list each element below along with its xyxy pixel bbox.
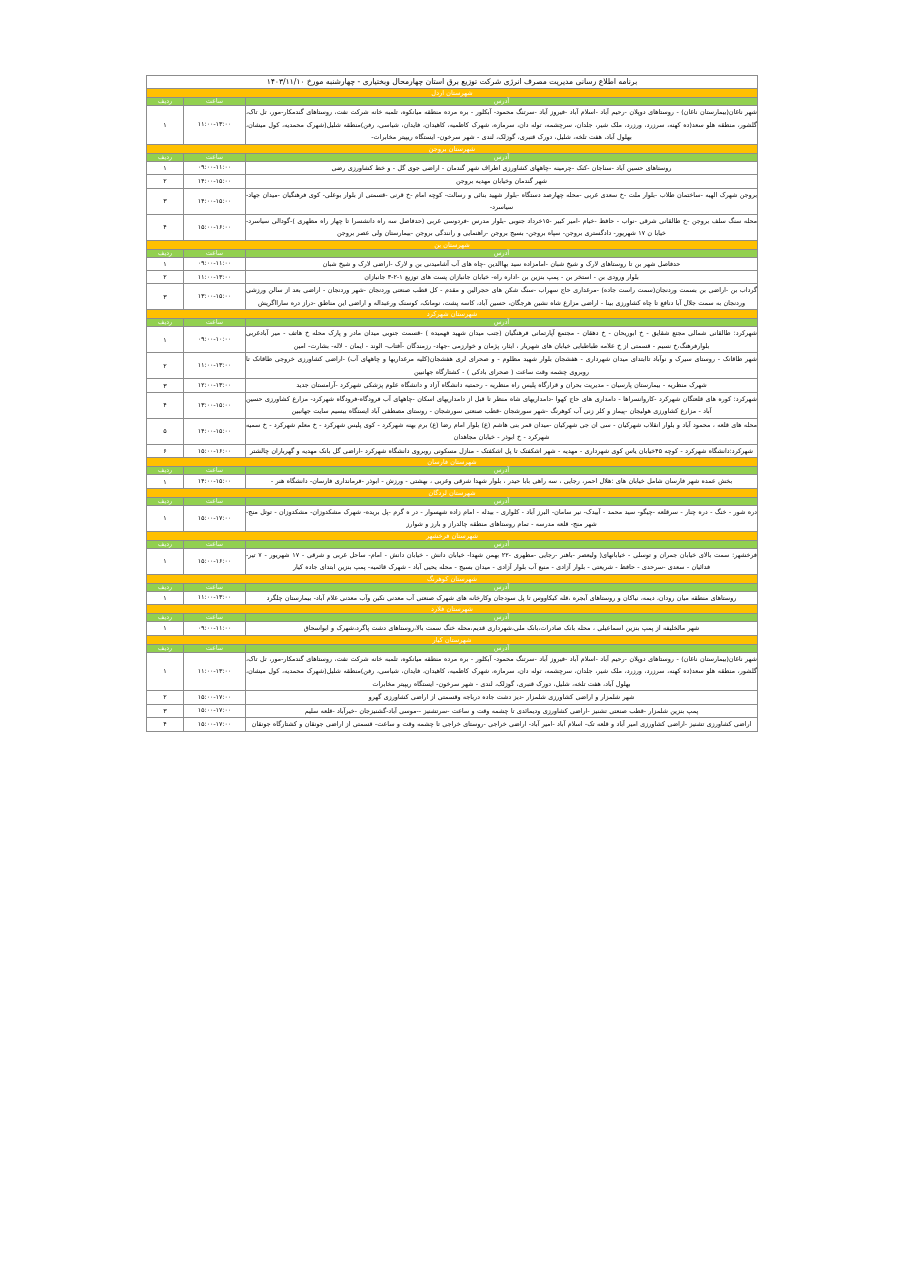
outage-time-cell: ۰۹:۰۰-۱۱:۰۰ <box>184 257 246 270</box>
column-header-time: ساعت <box>184 249 246 257</box>
outage-row-number-cell: ۳ <box>146 379 183 392</box>
outage-time-cell: ۱۵:۰۰-۱۷:۰۰ <box>184 505 246 531</box>
table-row <box>146 652 757 690</box>
outage-time-cell: ۱۴:۰۰-۱۵:۰۰ <box>184 175 246 188</box>
table-row <box>146 379 757 392</box>
outage-address-cell: بخش عمده شهر فارسان شامل خیابان های :هلال احمر، رجایی ، سه راهی بابا حیدر ، بلوار شهدا شرقی وغربی ، بهشتی - ورزش - ابوذر -فرمانداری فارسان- دانشگاه هنر - <box>246 475 758 488</box>
outage-address-cell: پمپ بنزین شلمزار -قطب صنعتی تشنیز -اراضی کشاورزی ودیمائدی تا چشمه وقت و ساعت -سرتشنیز --موسی آباد-گشنیزجان -خیرآباد -قلعه سلیم <box>246 704 758 717</box>
outage-address-cell: شهر مالخلیفه از پمپ بنزین اسماعیلی ، محله بانک صادرات،بانک ملی،شهرداری قدیم،محله خنگ سمت بالا،روستاهای دشت پاگرد،شهرک و ابواسحاق <box>246 622 758 635</box>
outage-time-cell: ۱۲:۰۰-۱۳:۰۰ <box>184 379 246 392</box>
city-name: شهرستان کیار <box>146 635 757 644</box>
outage-time-cell: ۰۹:۰۰-۱۱:۰۰ <box>184 622 246 635</box>
column-header-time: ساعت <box>184 540 246 548</box>
outage-time-cell: ۱۵:۰۰-۱۶:۰۰ <box>184 548 246 574</box>
column-header-row <box>146 644 757 652</box>
outage-address-cell: شهر گندمان وخیابان مهدیه بروجن <box>246 175 758 188</box>
column-header-address: آدرس <box>246 583 758 591</box>
outage-row-number-cell: ۱ <box>146 591 183 604</box>
city-name: شهرستان کوهرنگ <box>146 574 757 583</box>
outage-address-cell: شهر شلمزار و اراضی کشاورزی شلمزار -دیز دشت جاده درباجه وقسمتی از اراضی کشاورزی گهرو <box>246 691 758 704</box>
city-name: شهرستان بن <box>146 240 757 249</box>
document-title-row <box>146 76 757 89</box>
column-header-row <box>146 98 757 106</box>
column-header-time: ساعت <box>184 153 246 161</box>
city-section-header <box>146 488 757 497</box>
page-title: برنامه اطلاع رسانی مدیریت مصرف انرژی شرکت توزیع برق استان چهارمحال وبختیاری - چهارشنبه مورخ ۱۴۰۳/۱۱/۱۰ <box>146 76 757 89</box>
table-row <box>146 622 757 635</box>
column-header-address: آدرس <box>246 153 758 161</box>
city-name: شهرستان فلارد <box>146 605 757 614</box>
outage-row-number-cell: ۳ <box>146 188 183 214</box>
outage-time-cell: ۱۵:۰۰-۱۷:۰۰ <box>184 718 246 731</box>
outage-schedule-table <box>146 75 758 732</box>
outage-row-number-cell: ۱ <box>146 548 183 574</box>
outage-row-number-cell: ۶ <box>146 444 183 457</box>
outage-time-cell: ۱۵:۰۰-۱۷:۰۰ <box>184 704 246 717</box>
column-header-row-number: ردیف <box>146 614 183 622</box>
outage-address-cell: روستاهای منطقه میان رودان، دیمه، نیاکان و روستاهای آبجره ،قله کیکاووس تا پل سودجان وکارخانه های شهرک صنعتی آب معدنی نکین وآب معدنی غلام آباد- بیمارستان چلگرد <box>246 591 758 604</box>
column-header-time: ساعت <box>184 497 246 505</box>
outage-time-cell: ۱۱:۰۰-۱۳:۰۰ <box>184 353 246 379</box>
city-name: شهرستان بروجن <box>146 144 757 153</box>
outage-row-number-cell: ۲ <box>146 353 183 379</box>
outage-address-cell: شهرکرد:دانشگاه شهرکرد - کوچه ۴۵خیابان یاس کوی شهرداری - مهدیه - شهر اشکفتک تا پل اشکفتک - منازل مسکونی روبروی دانشگاه شهرکرد -اراضی گل بانک مهدیه و گهرباران چالشتر <box>246 444 758 457</box>
column-header-address: آدرس <box>246 319 758 327</box>
city-section-header <box>146 458 757 467</box>
outage-time-cell: ۰۹:۰۰-۱۰:۰۰ <box>184 327 246 353</box>
column-header-time: ساعت <box>184 98 246 106</box>
table-row <box>146 591 757 604</box>
outage-address-cell: شهر ناغان(بیمارستان ناغان) - روستاهای دوپلان -رحیم آباد -اسلام آباد -فیروز آباد -سرتنگ محمود- آبکلور - بره مرده منطقه میانکوه، تلمبه خانه شرکت نفت، روستاهای گندمکار-مور، تل تاک، گلشور، منطقه هلو سعد(ده کهنه، سرزرد، ورزرد، ملک شیر، جلدان، سرچشمه، توله دان، سرمازه، شهرک کاظمیه، کاهیدان، فایدان، شیاسی، رفن)منطقه شلیل(شهرک محمدیه، کول میشان، بهلول آباد، هفت تلخه، شلیل، دورک قنبری، گوزلک، لندی - شهر سرخون- ایستگاه ریپیتر مخابرات <box>246 652 758 690</box>
outage-address-cell: شهر طاقانک - روستای سیرک و نوآباد تاابتدای میدان شهرداری - هفشجان بلوار شهید مظلوم - و صحرای لری هفشجان(کلیه مرغداریها و چاههای آب) -اراضی کشاورزی خروجی طاقانک تا روبروی چشمه وقت ساعت ( صحرای بادکی ) - کشتارگاه جهانبین <box>246 353 758 379</box>
outage-time-cell: ۱۴:۰۰-۱۵:۰۰ <box>184 418 246 444</box>
outage-row-number-cell: ۱ <box>146 505 183 531</box>
table-row <box>146 257 757 270</box>
city-section-header <box>146 144 757 153</box>
outage-address-cell: محله سنگ سلف بروجن -خ طالقانی شرقی -نواب - حافظ -خیام -امیر کبیر -۱۵خرداد جنوبی -بلوار مدرس -فردوسی غربی (حدفاصل سه راه دانشسرا تا چهار راه مطهری )-گودالی سیاسرد- خیابا ن ۱۷ شهریور- دادگستری بروجن- سپاه بروجن- بسیج بروجن -راهنمایی و رانندگی بروجن -بیمارستان ولی عصر بروجن <box>246 214 758 240</box>
column-header-row <box>146 153 757 161</box>
column-header-row-number: ردیف <box>146 319 183 327</box>
column-header-row <box>146 583 757 591</box>
city-section-header <box>146 240 757 249</box>
outage-address-cell: شهرکرد: کوره های قلعتگان شهرکرد -کاروانسراها - دامداری های حاج کهوا -دامداریهای شاه منظر تا قبل از دامداریهای اسکان -چاههای آب فرودگاه-فرودگاه شهرکرد- مزارع کشاورزی حسین آباد - مزارع کشاورزی هولیجان -پیماز و کلر زنی آب کوهرنگ -شهر سورشجان -قطب صنعتی سورشجان - روستای مصطفی آباد ایستگاه بیسیم سایت جهانبین <box>246 392 758 418</box>
column-header-address: آدرس <box>246 540 758 548</box>
table-row <box>146 214 757 240</box>
outage-row-number-cell: ۱ <box>146 652 183 690</box>
column-header-row-number: ردیف <box>146 540 183 548</box>
outage-time-cell: ۱۵:۰۰-۱۶:۰۰ <box>184 444 246 457</box>
column-header-row <box>146 497 757 505</box>
outage-row-number-cell: ۲ <box>146 270 183 283</box>
table-row <box>146 161 757 174</box>
city-name: شهرستان اردل <box>146 89 757 98</box>
city-section-header <box>146 635 757 644</box>
column-header-row <box>146 319 757 327</box>
outage-time-cell: ۱۱:۰۰-۱۳:۰۰ <box>184 270 246 283</box>
table-row <box>146 188 757 214</box>
table-row <box>146 704 757 717</box>
outage-address-cell: محله های قلعه ، محمود آباد و بلوار انقلاب شهرکیان - سی ان جی شهرکیان -میدان قمر بنی هاشم (ع) بلوار امام رضا (ع) برم بهنه شهرکرد - کوی پلیس شهرکرد - خ معلم شهرکرد - خ سمیه شهرکرد - خ ابوذر - خیابان مجاهدان <box>246 418 758 444</box>
table-row <box>146 505 757 531</box>
table-row <box>146 284 757 310</box>
outage-address-cell: اراضی کشاورزی تشنیز -اراضی کشاورزی امیر آباد و قلعه تک- اسلام آباد -امیر آباد- اراضی خراجی -روستای خراجی تا چشمه وقت و ساعت- قسمتی از اراضی جونقان و کشتارگاه جونقان <box>246 718 758 731</box>
city-section-header <box>146 605 757 614</box>
outage-time-cell: ۱۱:۰۰-۱۳:۰۰ <box>184 591 246 604</box>
outage-row-number-cell: ۱ <box>146 106 183 144</box>
column-header-row-number: ردیف <box>146 249 183 257</box>
table-row <box>146 175 757 188</box>
outage-time-cell: ۱۴:۰۰-۱۵:۰۰ <box>184 188 246 214</box>
table-row <box>146 475 757 488</box>
column-header-time: ساعت <box>184 583 246 591</box>
column-header-row-number: ردیف <box>146 497 183 505</box>
table-row <box>146 327 757 353</box>
table-row <box>146 106 757 144</box>
outage-address-cell: فرخشهر: سمت بالای خیابان جمران و توسلی - خیابانهای( ولیعصر -باهنر -رجایی -مطهری -۲۲ بهمن شهدا- خیابان دانش - خیابان دانش - امام- ساحل غربی و شرقی - ۱۷ شهریور - ۷ تیر- فدائیان - سعدی -سرحدی - حافظ - شریعتی - بلوار آزادی - منبع آب بلوار آزادی - میدان بسیج - محله یحیی آباد - شهرک قائمیه- پمپ بنزین ابتدای جاده کیار <box>246 548 758 574</box>
column-header-row <box>146 614 757 622</box>
column-header-row <box>146 249 757 257</box>
outage-time-cell: ۱۱:۰۰-۱۳:۰۰ <box>184 106 246 144</box>
outage-address-cell: شهرکرد: طالقانی شمالی مجتع شقایق - خ ابوریحان - خ دهقان - مجتمع آپارتمانی فرهنگیان (جنب میدان شهید فهمیده ) -قسمت جنوبی میدان مادر و پارک محله خ هاتف - میر آبادغربی بلوارفرهنگ،خ نسیم - قسمتی از خ علامه طباطبایی خیابان های شهریار ، ایثار، پژمان و خوارزمی -جهاد- رزمندگان -آفتاب- الوند - ایمان - لاله- بشارت- امین <box>246 327 758 353</box>
column-header-address: آدرس <box>246 497 758 505</box>
outage-row-number-cell: ۱ <box>146 161 183 174</box>
column-header-address: آدرس <box>246 467 758 475</box>
outage-address-cell: بلوار ورودی بن - استخر بن - پمپ بنزین بن -اداره راه- خیابان جانبازان پست های توزیع ۱-۲-۳ جانبازان <box>246 270 758 283</box>
outage-address-cell: شهر ناغان(بیمارستان ناغان) - روستاهای دوپلان -رحیم آباد -اسلام آباد -فیروز آباد -سرتنگ محمود- آبکلور - بره مرده منطقه میانکوه، تلمبه خانه شرکت نفت، روستاهای گندمکار-مور، تل تاک، گلشور، منطقه هلو سعد(ده کهنه، سرزرد، ورزرد، ملک شیر، جلدان، سرچشمه، توله دان، سرمازه، شهرک کاظمیه، کاهیدان، فایدان، شیاسی، رفن)منطقه شلیل(شهرک محمدیه، کول میشان، بهلول آباد، هفت تلخه، شلیل، دورک قنبری، گوزلک، لندی - شهر سرخون- ایستگاه ریپیتر مخابرات- <box>246 106 758 144</box>
outage-row-number-cell: ۳ <box>146 284 183 310</box>
outage-row-number-cell: ۳ <box>146 704 183 717</box>
column-header-time: ساعت <box>184 319 246 327</box>
table-row <box>146 548 757 574</box>
column-header-address: آدرس <box>246 644 758 652</box>
outage-address-cell: گرداب بن -اراضی بن بسمت وردنجان(سمت راست جاده) -مرغداری حاج سهراب -سنگ شکن های حجرالین و مقدم - کل قطب صنعتی وردنجان -شهر وردنجان - اراضی بعد از سالن ورزشی وردنجان به سمت جلال آبا دنافع تا چاه کشاورزی بینا - اراضی مزارع شاه نشین هرجگان، حسین آباد، کاسه پشت، نومانک، کوسنک ورعبداله و اراضی این مناطق -دراز دره سارااگریش <box>246 284 758 310</box>
outage-row-number-cell: ۱ <box>146 475 183 488</box>
column-header-address: آدرس <box>246 249 758 257</box>
outage-schedule-sheet <box>147 75 758 732</box>
outage-row-number-cell: ۵ <box>146 418 183 444</box>
outage-time-cell: ۰۹:۰۰-۱۱:۰۰ <box>184 161 246 174</box>
column-header-row-number: ردیف <box>146 467 183 475</box>
city-section-header <box>146 531 757 540</box>
outage-row-number-cell: ۲ <box>146 175 183 188</box>
outage-time-cell: ۱۵:۰۰-۱۶:۰۰ <box>184 214 246 240</box>
outage-time-cell: ۱۵:۰۰-۱۷:۰۰ <box>184 691 246 704</box>
outage-time-cell: ۱۳:۰۰-۱۵:۰۰ <box>184 392 246 418</box>
table-row <box>146 718 757 731</box>
city-section-header <box>146 89 757 98</box>
outage-row-number-cell: ۱ <box>146 257 183 270</box>
column-header-row-number: ردیف <box>146 98 183 106</box>
city-name: شهرستان فرخشهر <box>146 531 757 540</box>
outage-row-number-cell: ۱ <box>146 327 183 353</box>
outage-time-cell: ۱۱:۰۰-۱۳:۰۰ <box>184 652 246 690</box>
table-row <box>146 392 757 418</box>
column-header-row-number: ردیف <box>146 583 183 591</box>
city-name: شهرستان شهرکرد <box>146 310 757 319</box>
outage-address-cell: روستاهای حسین آباد -سناجان -کنک -چرمینه -چاههای کشاورزی اطراف شهر گندمان - اراضی جوی گل - و خط کشاورزی رضی <box>246 161 758 174</box>
column-header-time: ساعت <box>184 644 246 652</box>
column-header-address: آدرس <box>246 614 758 622</box>
column-header-row <box>146 540 757 548</box>
outage-address-cell: شهرک منظریه - بیمارستان پارسیان - مدیریت بحران و قرارگاه پلیس راه منظریه - رحمتیه دانشگاه آزاد و دانشگاه علوم پزشکی شهرکرد -آرامستان جدید <box>246 379 758 392</box>
city-name: شهرستان لردگان <box>146 488 757 497</box>
outage-row-number-cell: ۱ <box>146 622 183 635</box>
outage-time-cell: ۱۳:۰۰-۱۵:۰۰ <box>184 284 246 310</box>
column-header-row-number: ردیف <box>146 644 183 652</box>
table-row <box>146 270 757 283</box>
table-row <box>146 444 757 457</box>
city-section-header <box>146 310 757 319</box>
city-section-header <box>146 574 757 583</box>
outage-row-number-cell: ۴ <box>146 718 183 731</box>
outage-row-number-cell: ۴ <box>146 214 183 240</box>
outage-row-number-cell: ۴ <box>146 392 183 418</box>
outage-time-cell: ۱۴:۰۰-۱۵:۰۰ <box>184 475 246 488</box>
city-name: شهرستان فارسان <box>146 458 757 467</box>
table-row <box>146 353 757 379</box>
column-header-address: آدرس <box>246 98 758 106</box>
column-header-row <box>146 467 757 475</box>
outage-address-cell: حدفاصل شهر بن تا روستاهای لارک و شیخ شبان -امامزاده سید بهاالدین -چاه های آب آشامیدنی بن و لارک -اراضی لارک و شیخ شبان <box>246 257 758 270</box>
outage-address-cell: بروجن شهرک الهیه -ساختمان طلاب -بلوار ملت -خ سعدی غربی -محله چهارصد دستگاه -بلوار شهید بنائی و رسالت- کوچه امام -خ قرنی -قسمتی از بلوار بوعلی- کوی فرهنگیان -میدان جهاد- سیاسرد- <box>246 188 758 214</box>
column-header-time: ساعت <box>184 467 246 475</box>
column-header-time: ساعت <box>184 614 246 622</box>
outage-address-cell: دره شور - خنگ - دره چنار - سرقلعه -چیگو- سید محمد - آبیدک- نیر سامان- البرز آباد - کلواری - بیدله - امام زاده شهسوار - در ه گرم -پل بریده- شهرک مشکدوزان- مشکدوزان - توتل منج- شهر منج- قلعه مدرسه - تمام روستاهای منطقه چالدراز و بارز و شوارز <box>246 505 758 531</box>
column-header-row-number: ردیف <box>146 153 183 161</box>
table-row <box>146 691 757 704</box>
outage-row-number-cell: ۲ <box>146 691 183 704</box>
table-row <box>146 418 757 444</box>
